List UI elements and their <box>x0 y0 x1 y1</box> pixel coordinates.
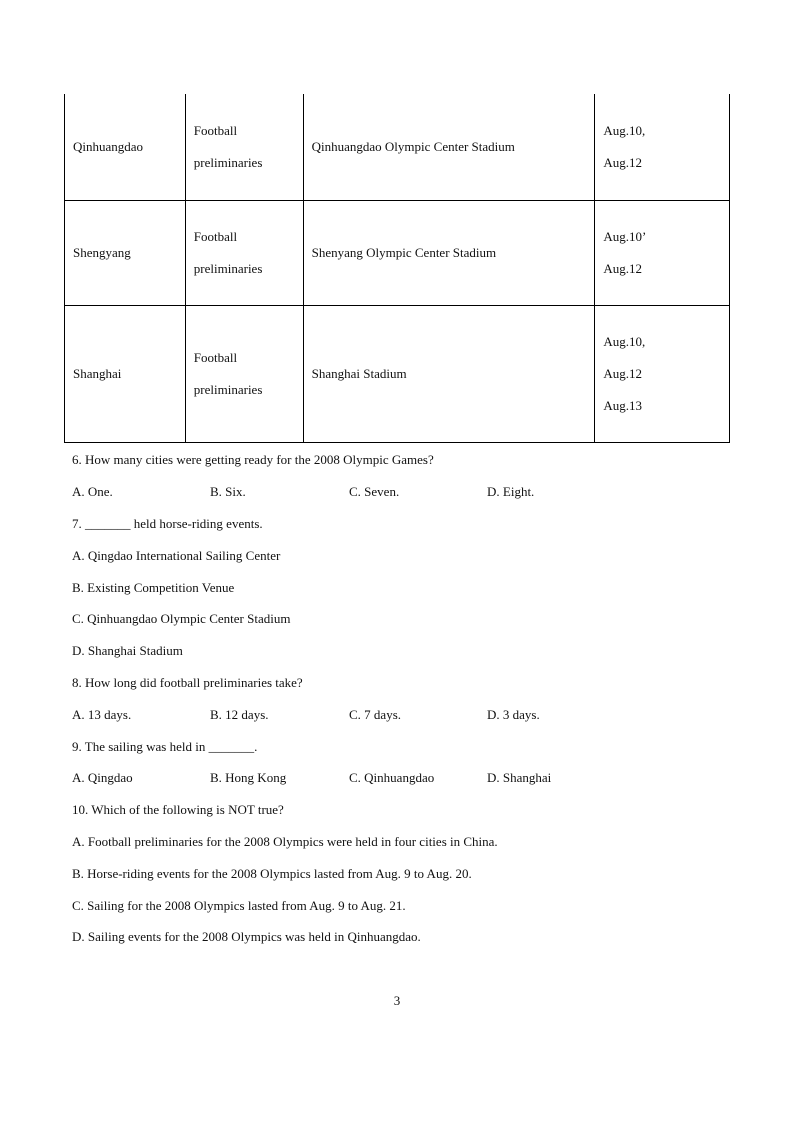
option-c: C. Qinhuangdao Olympic Center Stadium <box>72 611 291 626</box>
option-d: D. Shanghai Stadium <box>72 643 183 658</box>
event-line: preliminaries <box>193 381 263 397</box>
option-b: B. 12 days. <box>210 707 269 722</box>
date-line: Aug.10, <box>603 333 646 349</box>
venue-cell: Shanghai Stadium <box>303 305 595 442</box>
date-line: Aug.12 <box>603 260 643 276</box>
date-line: Aug.12 <box>603 154 643 170</box>
option-a: A. One. <box>72 484 113 499</box>
event-line: preliminaries <box>193 260 263 276</box>
option-b: B. Existing Competition Venue <box>72 580 235 595</box>
venue-schedule-table <box>64 94 730 443</box>
city-cell: Shengyang <box>65 200 186 305</box>
date-line: Aug.10, <box>603 122 646 138</box>
option-d: D. Shanghai <box>487 770 552 785</box>
table-row <box>65 200 730 305</box>
question-7: 7. _______ held horse-riding events. <box>72 516 263 531</box>
table-row <box>65 305 730 442</box>
date-line: Aug.10’ <box>603 228 647 244</box>
date-line: Aug.12 <box>603 365 643 381</box>
event-line: preliminaries <box>193 154 263 170</box>
page-number: 3 <box>393 993 401 1008</box>
event-line: Football <box>193 228 238 244</box>
table-row <box>65 94 730 200</box>
city-cell: Qinhuangdao <box>65 94 186 200</box>
event-cell <box>185 200 303 305</box>
option-d: D. 3 days. <box>487 707 540 722</box>
event-cell <box>185 94 303 200</box>
venue-cell: Qinhuangdao Olympic Center Stadium <box>303 94 595 200</box>
option-b: B. Hong Kong <box>210 770 287 785</box>
question-9: 9. The sailing was held in _______. <box>72 739 258 754</box>
event-line: Football <box>193 349 238 365</box>
option-d: D. Sailing events for the 2008 Olympics was held in Qinhuangdao. <box>72 929 421 944</box>
option-a: A. Football preliminaries for the 2008 Olympics were held in four cities in China. <box>72 834 498 849</box>
option-c: C. 7 days. <box>349 707 401 722</box>
option-c: C. Seven. <box>349 484 400 499</box>
option-a: A. 13 days. <box>72 707 132 722</box>
option-c: C. Sailing for the 2008 Olympics lasted from Aug. 9 to Aug. 21. <box>72 898 406 913</box>
question-6: 6. How many cities were getting ready for the 2008 Olympic Games? <box>72 452 434 467</box>
option-c: C. Qinhuangdao <box>349 770 435 785</box>
date-cell <box>595 305 730 442</box>
date-line: Aug.13 <box>603 397 643 413</box>
city-cell: Shanghai <box>65 305 186 442</box>
option-b: B. Six. <box>210 484 246 499</box>
event-line: Football <box>193 122 238 138</box>
question-8: 8. How long did football preliminaries take? <box>72 675 303 690</box>
option-b: B. Horse-riding events for the 2008 Olympics lasted from Aug. 9 to Aug. 20. <box>72 866 472 881</box>
venue-cell: Shenyang Olympic Center Stadium <box>303 200 595 305</box>
option-a: A. Qingdao International Sailing Center <box>72 548 281 563</box>
option-a: A. Qingdao <box>72 770 133 785</box>
date-cell <box>595 94 730 200</box>
question-10: 10. Which of the following is NOT true? <box>72 802 284 817</box>
option-d: D. Eight. <box>487 484 535 499</box>
event-cell <box>185 305 303 442</box>
date-cell <box>595 200 730 305</box>
